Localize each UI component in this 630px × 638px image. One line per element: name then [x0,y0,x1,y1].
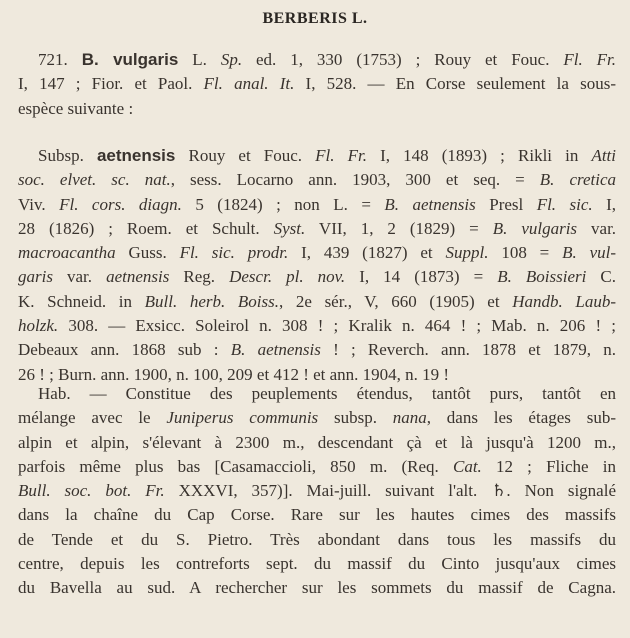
text-line: garis var. aetnensis Reg. Descr. pl. nov. I, 14 (1873) = B. Boissieri C. [18,267,617,287]
text-line: espèce suivante : [18,98,134,118]
text-line: Viv. Fl. cors. diagn. 5 (1824) ; non L. = B. aetnensis Presl Fl. sic. I, [18,194,617,214]
text-line: de Tende et du S. Pietro. Très abondant dans tous les massifs du [18,529,616,549]
text-line: soc. elvet. sc. nat., sess. Locarno ann. 1903, 300 et seq. = B. cretica [18,170,617,190]
habitat-paragraph [18,382,616,601]
text-line: Subsp. aetnensis Rouy et Fouc. Fl. Fr. I, 148 (1893) ; Rikli in Atti [38,146,617,165]
text-line: 28 (1826) ; Roem. et Schult. Syst. VII, 1, 2 (1829) = B. vulgaris var. [18,218,617,238]
text-line: Bull. soc. bot. Fr. XXXVI, 357)]. Mai-juill. suivant l'alt. ♄. Non signalé [18,481,616,501]
species-name: B. vulgaris [81,50,179,69]
text-line: dans la chaîne du Cap Corse. Rare sur les hautes cimes des massifs [18,505,616,525]
page-header: BERBERIS L. [262,10,368,27]
text-line: Debeaux ann. 1868 sub : B. aetnensis ! ; Reverch. ann. 1878 et 1879, n. [18,340,617,360]
text-line: centre, depuis les contreforts sept. du massif du Cinto jusqu'aux cimes [18,554,616,574]
subspecies-entry [18,144,616,387]
text-line: holzk. 308. — Exsicc. Soleirol n. 308 ! ; Kralik n. 464 ! ; Mab. n. 206 ! ; [18,316,617,336]
text-line: I, 147 ; Fior. et Paol. Fl. anal. It. I, 528. — En Corse seulement la sous- [18,74,617,94]
text-line: parfois même plus bas [Casamaccioli, 850 m. (Req. Cat. 12 ; Fliche in [18,456,616,476]
text-line: K. Schneid. in Bull. herb. Boiss., 2e sér., V, 660 (1905) et Handb. Laub- [18,291,617,311]
text-line: Hab. — Constitue des peuplements étendus, tantôt purs, tantôt en [38,384,616,403]
text-line: alpin et alpin, s'élevant à 2300 m., descendant çà et là jusqu'à 1200 m., [18,432,616,452]
text-line: mélange avec le Juniperus communis subsp. nana, dans les étages sub- [18,408,616,428]
species-entry [18,48,616,121]
text-line: 26 ! ; Burn. ann. 1900, n. 100, 209 et 412 ! et ann. 1904, n. 19 ! [18,364,450,384]
text-line: macroacantha Guss. Fl. sic. prodr. I, 439 (1827) et Suppl. 108 = B. vul- [18,243,617,263]
text-line: du Bavella au sud. A rechercher sur les sommets du massif de Cagna. [18,578,616,598]
subspecies-name: aetnensis [96,146,176,165]
text-line: 721. B. vulgaris L. Sp. ed. 1, 330 (1753) ; Rouy et Fouc. Fl. Fr. [38,50,617,69]
